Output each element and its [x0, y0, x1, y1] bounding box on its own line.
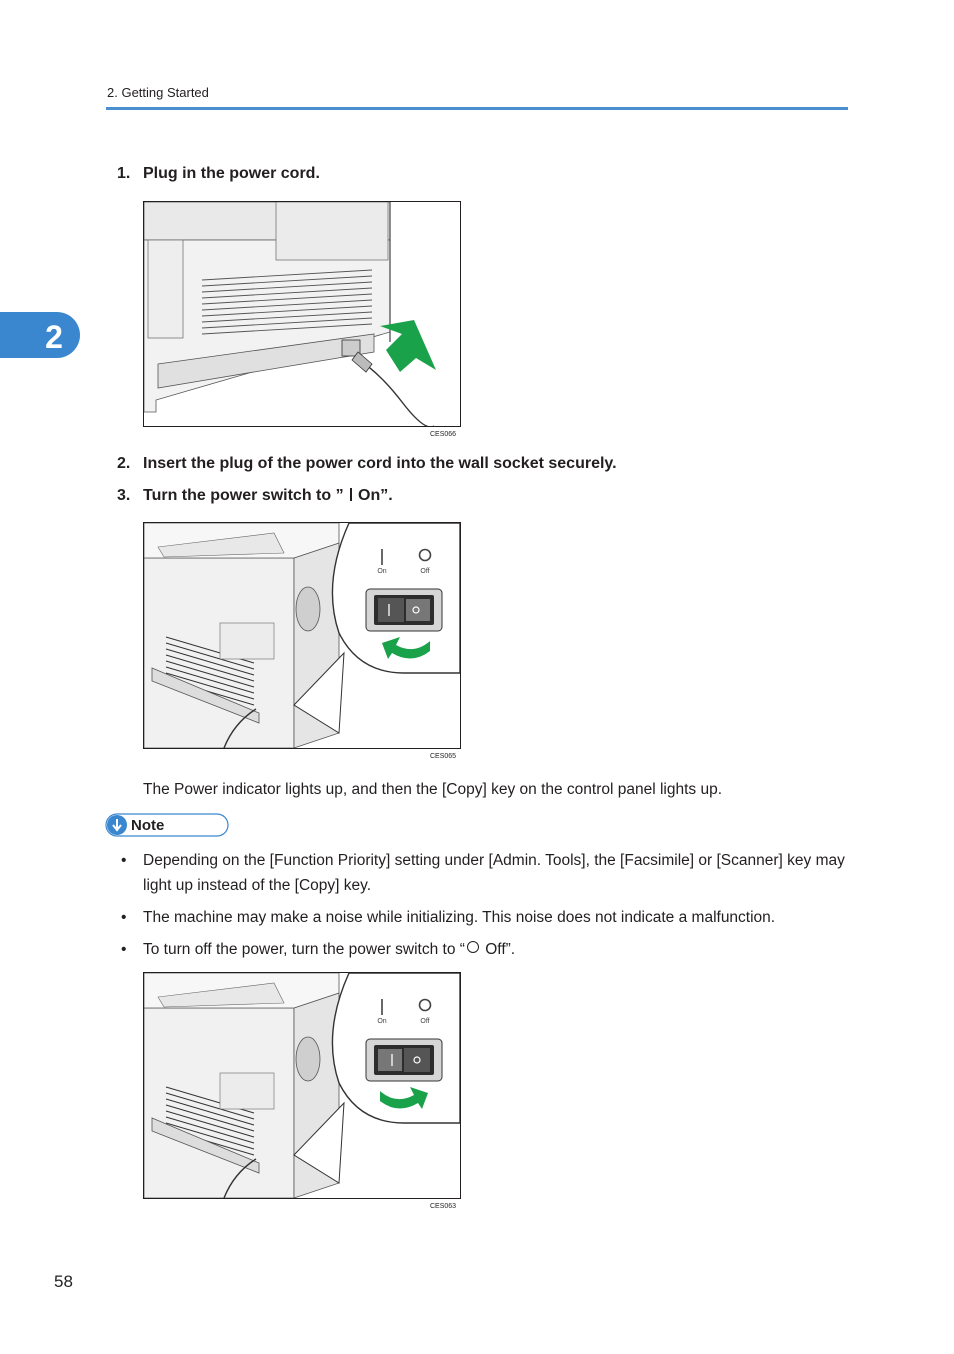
bullet-icon: • [121, 852, 127, 869]
step-1-number: 1. [117, 165, 131, 182]
note-bullet-1 [121, 848, 851, 898]
power-on-symbol-icon [350, 488, 352, 501]
figure-switch-off [143, 972, 461, 1199]
chapter-number: 2 [45, 319, 63, 355]
running-header: 2. Getting Started [107, 85, 209, 100]
step-3-text-after: On”. [358, 487, 393, 504]
power-switch-off-illustration [144, 973, 460, 1198]
power-off-symbol-icon [467, 941, 479, 953]
step-2 [117, 455, 617, 473]
step-2-number: 2. [117, 455, 131, 472]
figure-1-code: CES066 [430, 431, 457, 438]
result-text: The Power indicator lights up, and then the [Copy] key on the control panel lights up. [143, 781, 723, 798]
figure-switch-on [143, 522, 461, 749]
figure-2-code: CES065 [430, 753, 457, 760]
figure-power-cord [143, 201, 461, 427]
note-bullet-2-text: The machine may make a noise while initializing. This noise does not indicate a malfunction. [143, 909, 776, 926]
note-bullet-2 [121, 905, 851, 930]
bullet-icon: • [121, 941, 127, 958]
step-3 [117, 487, 393, 505]
printer-side-illustration [144, 202, 460, 426]
step-3-number: 3. [117, 487, 131, 504]
step-3-text-before: Turn the power switch to ” [143, 487, 349, 504]
step-1 [117, 165, 320, 183]
on-label: On [377, 1018, 387, 1025]
on-label: On [377, 568, 387, 575]
bullet-icon: • [121, 909, 127, 926]
note-bullet-1-text: Depending on the [Function Priority] setting under [Admin. Tools], the [Facsimile] or [Scanner] key may light up instead of the [Copy] key. [143, 852, 845, 894]
note-bullet-3 [121, 937, 851, 962]
power-switch-on-illustration [144, 523, 460, 748]
note-badge [105, 813, 229, 837]
note-bullet-3-text-before: To turn off the power, turn the power switch to “ [143, 941, 465, 958]
off-label: Off [420, 1018, 430, 1025]
header-rule [106, 107, 848, 110]
figure-3-code: CES063 [430, 1203, 457, 1210]
chapter-tab [0, 312, 80, 358]
note-label: Note [131, 817, 165, 834]
note-bullet-3-text-after: Off”. [480, 941, 516, 958]
off-label: Off [420, 568, 430, 575]
step-2-text: Insert the plug of the power cord into the wall socket securely. [143, 455, 617, 472]
step-1-text: Plug in the power cord. [143, 165, 320, 182]
page-number: 58 [54, 1272, 73, 1291]
